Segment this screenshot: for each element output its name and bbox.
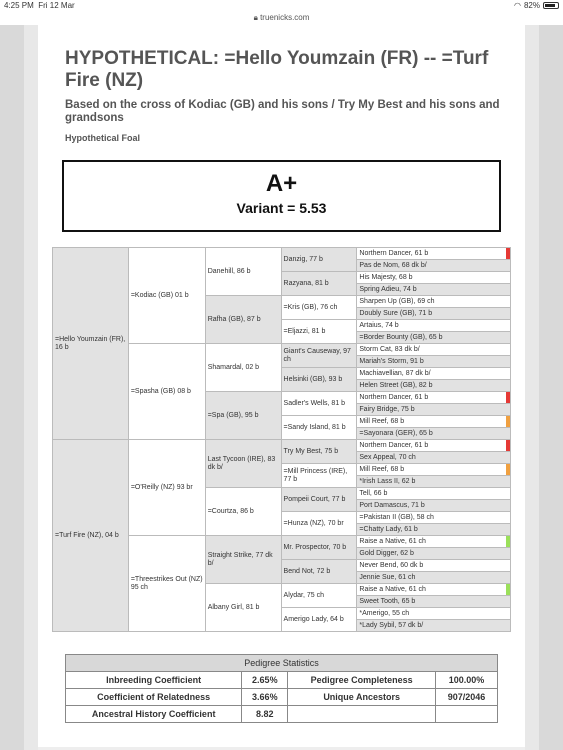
gen5-cell[interactable] xyxy=(357,368,511,380)
completeness-label: Pedigree Completeness xyxy=(288,672,436,689)
cross-marker xyxy=(506,536,510,547)
url-text: truenicks.com xyxy=(260,13,310,22)
dam-cell[interactable]: =Turf Fire (NZ), 04 b xyxy=(53,440,129,632)
gen5-cell[interactable] xyxy=(357,548,511,560)
gen4-cell[interactable]: Pompeii Court, 77 b xyxy=(281,488,357,512)
stats-table xyxy=(65,654,498,723)
gen5-label: Pas de Nom, 68 dk b/ xyxy=(359,261,427,269)
gen5-label: His Majesty, 68 b xyxy=(359,273,413,281)
gen5-cell[interactable] xyxy=(357,464,511,476)
gen4-cell[interactable]: =Sandy Island, 81 b xyxy=(281,416,357,440)
great-grandparent-cell[interactable]: Shamardal, 02 b xyxy=(205,344,281,392)
gen5-cell[interactable] xyxy=(357,392,511,404)
gen5-cell[interactable] xyxy=(357,248,511,260)
gen5-cell[interactable] xyxy=(357,488,511,500)
gen5-cell[interactable] xyxy=(357,536,511,548)
gen4-cell[interactable]: Sadler's Wells, 81 b xyxy=(281,392,357,416)
url-bar[interactable] xyxy=(0,13,563,25)
gen4-cell[interactable]: Bend Not, 72 b xyxy=(281,560,357,584)
relatedness-value: 3.66% xyxy=(242,689,288,706)
cross-marker xyxy=(506,248,510,259)
page-title: HYPOTHETICAL: =Hello Youmzain (FR) -- =Turf Fire (NZ) xyxy=(65,48,489,91)
gen5-label: Mill Reef, 68 b xyxy=(359,465,405,473)
gen5-cell[interactable] xyxy=(357,524,511,536)
cross-marker xyxy=(506,392,510,403)
great-grandparent-cell[interactable]: Danehill, 86 b xyxy=(205,248,281,296)
gen5-label: Northern Dancer, 61 b xyxy=(359,441,429,449)
gen4-cell[interactable]: Danzig, 77 b xyxy=(281,248,357,272)
gen4-cell[interactable]: Mr. Prospector, 70 b xyxy=(281,536,357,560)
gen5-cell[interactable] xyxy=(357,452,511,464)
variant: Variant = 5.53 xyxy=(236,200,327,216)
gen4-cell[interactable]: Alydar, 75 ch xyxy=(281,584,357,608)
pedigree-row xyxy=(53,248,511,260)
gen5-cell[interactable] xyxy=(357,356,511,368)
gen5-cell[interactable] xyxy=(357,272,511,284)
stats-empty xyxy=(288,706,436,723)
gen4-cell[interactable]: Giant's Causeway, 97 ch xyxy=(281,344,357,368)
ahc-label: Ancestral History Coefficient xyxy=(66,706,242,723)
gen5-cell[interactable] xyxy=(357,404,511,416)
gen5-cell[interactable] xyxy=(357,476,511,488)
gen5-label: Tell, 66 b xyxy=(359,489,388,497)
gen5-label: *Amerigo, 55 ch xyxy=(359,609,410,617)
grade-box xyxy=(62,160,501,232)
gen5-label: =Sayonara (GER), 65 b xyxy=(359,429,433,437)
wifi-icon: ◠ xyxy=(514,1,521,10)
gen5-label: Doubly Sure (GB), 71 b xyxy=(359,309,433,317)
pedigree-row xyxy=(53,440,511,452)
gen4-cell[interactable]: =Eljazzi, 81 b xyxy=(281,320,357,344)
cross-marker xyxy=(506,464,510,475)
battery-indicator xyxy=(514,1,559,10)
great-grandparent-cell[interactable]: =Courtza, 86 b xyxy=(205,488,281,536)
gen5-label: =Pakistan II (GB), 58 ch xyxy=(359,513,434,521)
inbreeding-label: Inbreeding Coefficient xyxy=(66,672,242,689)
gen5-cell[interactable] xyxy=(357,332,511,344)
gen5-label: Sharpen Up (GB), 69 ch xyxy=(359,297,435,305)
gen4-cell[interactable]: Try My Best, 75 b xyxy=(281,440,357,464)
pedigree-table xyxy=(52,247,511,632)
gen4-cell[interactable]: Razyana, 81 b xyxy=(281,272,357,296)
gen5-label: Northern Dancer, 61 b xyxy=(359,249,429,257)
gen5-label: Artaius, 74 b xyxy=(359,321,399,329)
stats-empty xyxy=(436,706,498,723)
grandparent-cell[interactable]: =Spasha (GB) 08 b xyxy=(128,344,205,440)
gen5-label: Raise a Native, 61 ch xyxy=(359,585,426,593)
left-gutter xyxy=(24,25,38,750)
gen5-label: Sex Appeal, 70 ch xyxy=(359,453,416,461)
gen5-label: Never Bend, 60 dk b xyxy=(359,561,424,569)
gen5-label: Spring Adieu, 74 b xyxy=(359,285,417,293)
great-grandparent-cell[interactable]: Straight Strike, 77 dk b/ xyxy=(205,536,281,584)
gen5-cell[interactable] xyxy=(357,320,511,332)
cross-marker xyxy=(506,416,510,427)
gen5-label: Machiavellian, 87 dk b/ xyxy=(359,369,431,377)
gen5-label: Helen Street (GB), 82 b xyxy=(359,381,433,389)
gen5-cell[interactable] xyxy=(357,296,511,308)
gen5-label: Port Damascus, 71 b xyxy=(359,501,425,509)
gen4-cell[interactable]: =Hunza (NZ), 70 br xyxy=(281,512,357,536)
gen5-label: Fairy Bridge, 75 b xyxy=(359,405,415,413)
gen5-label: =Chatty Lady, 61 b xyxy=(359,525,418,533)
ahc-value: 8.82 xyxy=(242,706,288,723)
gen4-cell[interactable]: Helsinki (GB), 93 b xyxy=(281,368,357,392)
great-grandparent-cell[interactable]: =Spa (GB), 95 b xyxy=(205,392,281,440)
grade: A+ xyxy=(265,170,298,197)
ancestors-value: 907/2046 xyxy=(436,689,498,706)
gen5-cell[interactable] xyxy=(357,416,511,428)
gen5-label: Mariah's Storm, 91 b xyxy=(359,357,424,365)
gen5-cell[interactable] xyxy=(357,512,511,524)
grandparent-cell[interactable]: =Kodiac (GB) 01 b xyxy=(128,248,205,344)
gen5-label: Mill Reef, 68 b xyxy=(359,417,405,425)
gen5-label: Raise a Native, 61 ch xyxy=(359,537,426,545)
relatedness-label: Coefficient of Relatedness xyxy=(66,689,242,706)
gen5-label: *Lady Sybil, 57 dk b/ xyxy=(359,621,424,629)
gen5-cell[interactable] xyxy=(357,500,511,512)
right-gutter xyxy=(525,25,539,750)
gen5-cell[interactable] xyxy=(357,344,511,356)
gen4-cell[interactable]: =Kris (GB), 76 ch xyxy=(281,296,357,320)
gen5-label: *Irish Lass II, 62 b xyxy=(359,477,416,485)
gen5-cell[interactable] xyxy=(357,308,511,320)
status-time: 4:25 PM Fri 12 Mar xyxy=(4,1,75,10)
gen5-cell[interactable] xyxy=(357,608,511,620)
gen5-cell[interactable] xyxy=(357,584,511,596)
gen5-cell[interactable] xyxy=(357,560,511,572)
great-grandparent-cell[interactable]: Rafha (GB), 87 b xyxy=(205,296,281,344)
gen5-cell[interactable] xyxy=(357,572,511,584)
completeness-value: 100.00% xyxy=(436,672,498,689)
page-subtitle: Based on the cross of Kodiac (GB) and his sons / Try My Best and his sons and grandsons xyxy=(65,99,500,125)
gen5-label: =Border Bounty (GB), 65 b xyxy=(359,333,443,341)
status-bar xyxy=(0,0,563,13)
gen5-label: Storm Cat, 83 dk b/ xyxy=(359,345,420,353)
battery-percent: 82% xyxy=(523,1,540,10)
inbreeding-value: 2.65% xyxy=(242,672,288,689)
page-content xyxy=(38,25,525,750)
great-grandparent-cell[interactable]: Albany Girl, 81 b xyxy=(205,584,281,632)
gen5-cell[interactable] xyxy=(357,596,511,608)
lock-icon: 🔒︎ xyxy=(253,13,258,22)
ancestors-label: Unique Ancestors xyxy=(288,689,436,706)
gen5-label: Jennie Sue, 61 ch xyxy=(359,573,416,581)
great-grandparent-cell[interactable]: Last Tycoon (IRE), 83 dk b/ xyxy=(205,440,281,488)
gen5-label: Northern Dancer, 61 b xyxy=(359,393,429,401)
grandparent-cell[interactable]: =Threestrikes Out (NZ) 95 ch xyxy=(128,536,205,632)
gen4-cell[interactable]: Amerigo Lady, 64 b xyxy=(281,608,357,632)
cross-marker xyxy=(506,584,510,595)
gen5-cell[interactable] xyxy=(357,380,511,392)
gen5-cell[interactable] xyxy=(357,440,511,452)
battery-icon xyxy=(543,2,559,9)
gen5-label: Sweet Tooth, 65 b xyxy=(359,597,416,605)
stats-title: Pedigree Statistics xyxy=(66,655,498,672)
gen5-cell[interactable] xyxy=(357,260,511,272)
gen5-cell[interactable] xyxy=(357,284,511,296)
gen4-cell[interactable]: =Mill Princess (IRE), 77 b xyxy=(281,464,357,488)
cross-marker xyxy=(506,440,510,451)
gen5-cell[interactable] xyxy=(357,620,511,632)
gen5-label: Gold Digger, 62 b xyxy=(359,549,414,557)
gen5-cell[interactable] xyxy=(357,428,511,440)
foal-label: Hypothetical Foal xyxy=(65,133,141,143)
grandparent-cell[interactable]: =O'Reilly (NZ) 93 br xyxy=(128,440,205,536)
sire-cell[interactable]: =Hello Youmzain (FR), 16 b xyxy=(53,248,129,440)
